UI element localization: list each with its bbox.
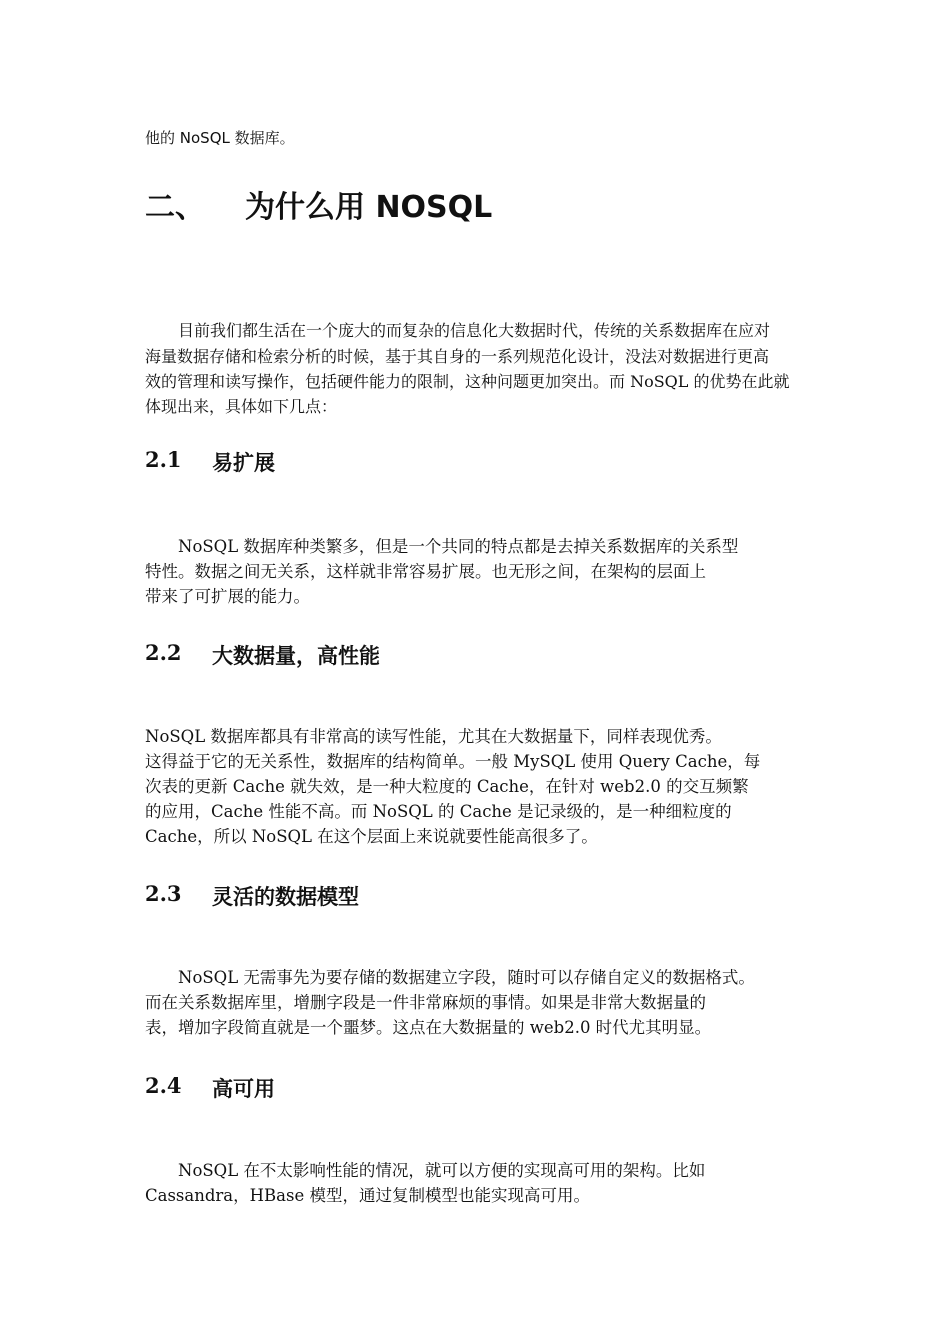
section-line: 次表的更新 Cache 就失效，是一种大粒度的 Cache，在针对 web2.0 的交互频繁 <box>145 777 749 796</box>
chapter-number: 二、 <box>145 190 205 225</box>
section-number: 2.3 <box>145 881 182 906</box>
intro-line: 体现出来，具体如下几点： <box>145 397 338 416</box>
intro-line: 海量数据存储和检索分析的时候，基于其自身的一系列规范化设计，没法对数据进行更高 <box>145 347 770 366</box>
section-line: NoSQL 数据库都具有非常高的读写性能，尤其在大数据量下，同样表现优秀。 <box>145 727 722 746</box>
intro-line: 效的管理和读写操作，包括硬件能力的限制，这种问题更加突出。而 NoSQL 的优势在此就 <box>145 372 790 391</box>
intro-line: 目前我们都生活在一个庞大的而复杂的信息化大数据时代，传统的关系数据库在应对 <box>178 321 771 340</box>
section-line: Cassandra，HBase 模型，通过复制模型也能实现高可用。 <box>145 1186 590 1205</box>
section-line: Cache，所以 NoSQL 在这个层面上来说就要性能高很多了。 <box>145 827 598 846</box>
section-number: 2.2 <box>145 640 182 665</box>
section-line: 带来了可扩展的能力。 <box>145 587 310 606</box>
section-number: 2.1 <box>145 447 182 472</box>
section-line: 这得益于它的无关系性，数据库的结构简单。一般 MySQL 使用 Query Cache，每 <box>145 752 761 771</box>
section-line: NoSQL 数据库种类繁多，但是一个共同的特点都是去掉关系数据库的关系型 <box>178 537 739 556</box>
section-line: NoSQL 在不太影响性能的情况，就可以方便的实现高可用的架构。比如 <box>178 1161 706 1180</box>
section-line: 特性。数据之间无关系，这样就非常容易扩展。也无形之间，在架构的层面上 <box>145 562 706 581</box>
section-line: 表，增加字段简直就是一个噩梦。这点在大数据量的 web2.0 时代尤其明显。 <box>145 1018 712 1037</box>
section-line: NoSQL 无需事先为要存储的数据建立字段，随时可以存储自定义的数据格式。 <box>178 968 755 987</box>
section-title: 易扩展 <box>212 450 275 475</box>
continued-text-fragment: 他的 NoSQL 数据库。 <box>145 129 295 147</box>
section-number: 2.4 <box>145 1073 182 1098</box>
section-line: 的应用，Cache 性能不高。而 NoSQL 的 Cache 是记录级的，是一种细粒度的 <box>145 802 732 821</box>
section-title: 大数据量，高性能 <box>212 643 380 668</box>
section-line: 而在关系数据库里，增删字段是一件非常麻烦的事情。如果是非常大数据量的 <box>145 993 706 1012</box>
section-title: 高可用 <box>212 1076 275 1101</box>
section-title: 灵活的数据模型 <box>212 884 359 909</box>
chapter-title: 为什么用 NOSQL <box>245 190 493 225</box>
